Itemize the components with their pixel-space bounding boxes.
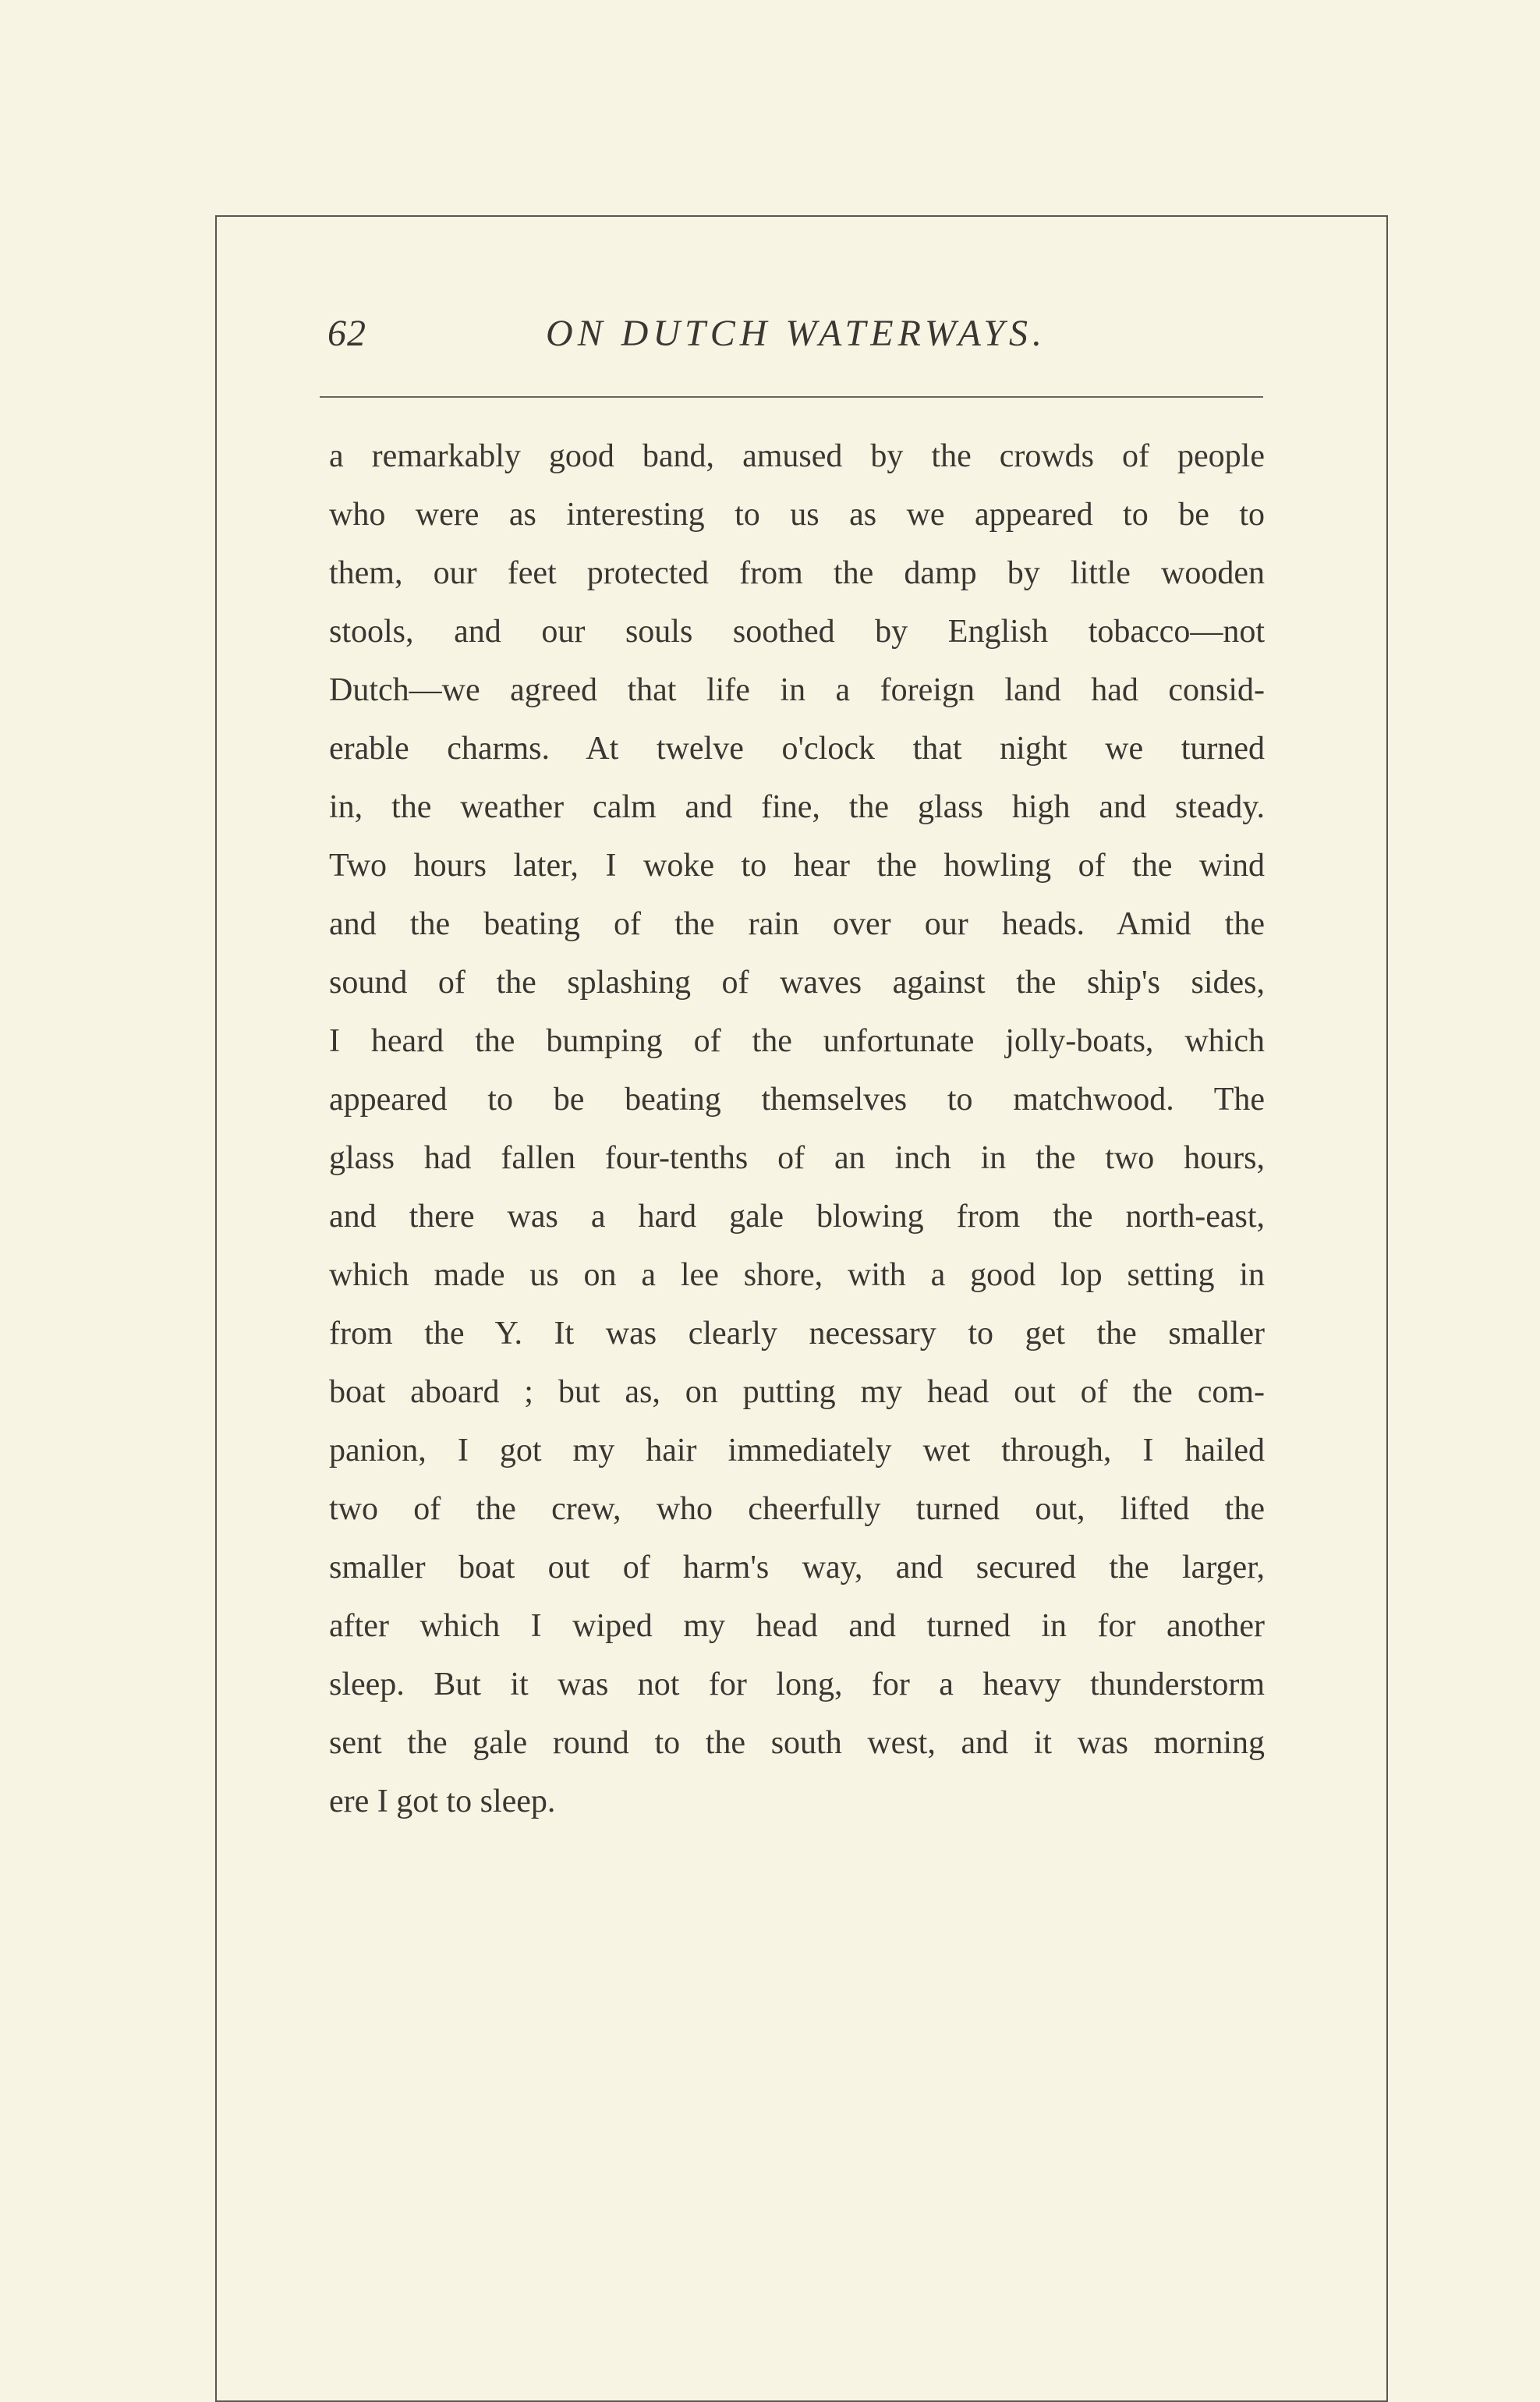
text-line: sleep. But it was not for long, for a heavy thunderstorm — [329, 1667, 1265, 1702]
text-line: and there was a hard gale blowing from the north-east, — [329, 1199, 1265, 1235]
text-line: Dutch—we agreed that life in a foreign land had consid- — [329, 672, 1265, 708]
text-line: glass had fallen four-tenths of an inch in the two hours, — [329, 1140, 1265, 1176]
body-text — [329, 427, 1265, 1831]
text-line: after which I wiped my head and turned in for another — [329, 1608, 1265, 1644]
text-line: a remarkably good band, amused by the crowds of people — [329, 438, 1265, 474]
page-number: 62 — [327, 313, 366, 354]
text-line: erable charms. At twelve o'clock that night we turned — [329, 731, 1265, 767]
text-line: in, the weather calm and fine, the glass high and steady. — [329, 789, 1265, 825]
running-title: ON DUTCH WATERWAYS. — [546, 313, 1047, 354]
text-line: sent the gale round to the south west, and it was morning — [329, 1725, 1265, 1761]
text-line: sound of the splashing of waves against the ship's sides, — [329, 965, 1265, 1001]
text-line: stools, and our souls soothed by English tobacco—not — [329, 614, 1265, 650]
text-line: smaller boat out of harm's way, and secured the larger, — [329, 1550, 1265, 1585]
text-line: them, our feet protected from the damp by little wooden — [329, 555, 1265, 591]
text-line: I heard the bumping of the unfortunate jolly-boats, which — [329, 1023, 1265, 1059]
text-line: panion, I got my hair immediately wet through, I hailed — [329, 1433, 1265, 1468]
header-rule — [320, 396, 1263, 398]
text-line: and the beating of the rain over our heads. Amid the — [329, 906, 1265, 942]
text-line: Two hours later, I woke to hear the howling of the wind — [329, 848, 1265, 884]
text-line: appeared to be beating themselves to matchwood. The — [329, 1082, 1265, 1118]
text-line: from the Y. It was clearly necessary to get the smaller — [329, 1316, 1265, 1352]
text-line: ere I got to sleep. — [329, 1784, 556, 1819]
text-line: boat aboard ; but as, on putting my head out of the com- — [329, 1374, 1265, 1410]
text-line: two of the crew, who cheerfully turned out, lifted the — [329, 1491, 1265, 1527]
text-line: which made us on a lee shore, with a good lop setting in — [329, 1257, 1265, 1293]
text-line: who were as interesting to us as we appeared to be to — [329, 497, 1265, 533]
